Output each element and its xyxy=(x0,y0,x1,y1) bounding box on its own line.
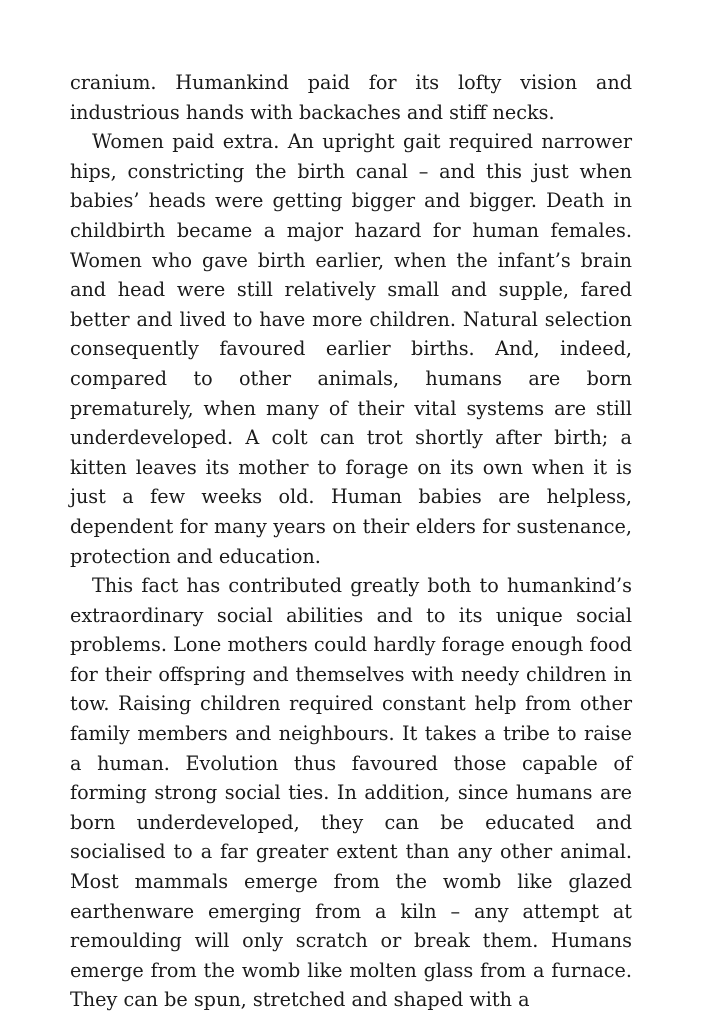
paragraph-social-abilities: This fact has contributed greatly both to humankind’s extraordinary social abilities and to its unique social problems. Lone mothers could hardly forage enough food for their offspring and themselves with needy children in tow. Raising children required constant help from other family members and neighbours. It takes a tribe to raise a human. Evolution thus favoured those capable of forming strong social ties. In addition, since humans are born underdeveloped, they can be educated and socialised to a far greater extent than any other animal. Most mammals emerge from the womb like glazed earthenware emerging from a kiln – any attempt at remoulding will only scratch or break them. Humans emerge from the womb like molten glass from a furnace. They can be spun, stretched and shaped with a xyxy=(70,574,632,1012)
paragraph-continuation: cranium. Humankind paid for its lofty vision and industrious hands with backaches and stiff necks. xyxy=(70,71,632,124)
paragraph-women-paid-extra: Women paid extra. An upright gait required narrower hips, constricting the birth canal – and this just when babies’ heads were getting bigger and bigger. Death in childbirth became a major hazard for human females. Women who gave birth earlier, when the infant’s brain and head were still relatively small and supple, fared better and lived to have more children. Natural selection consequently favoured earlier births. And, indeed, compared to other animals, humans are born prematurely, when many of their vital systems are still underdeveloped. A colt can trot shortly after birth; a kitten leaves its mother to forage on its own when it is just a few weeks old. Human babies are helpless, dependent for many years on their elders for sustenance, protection and education. xyxy=(70,130,632,568)
page-body xyxy=(70,68,632,1015)
